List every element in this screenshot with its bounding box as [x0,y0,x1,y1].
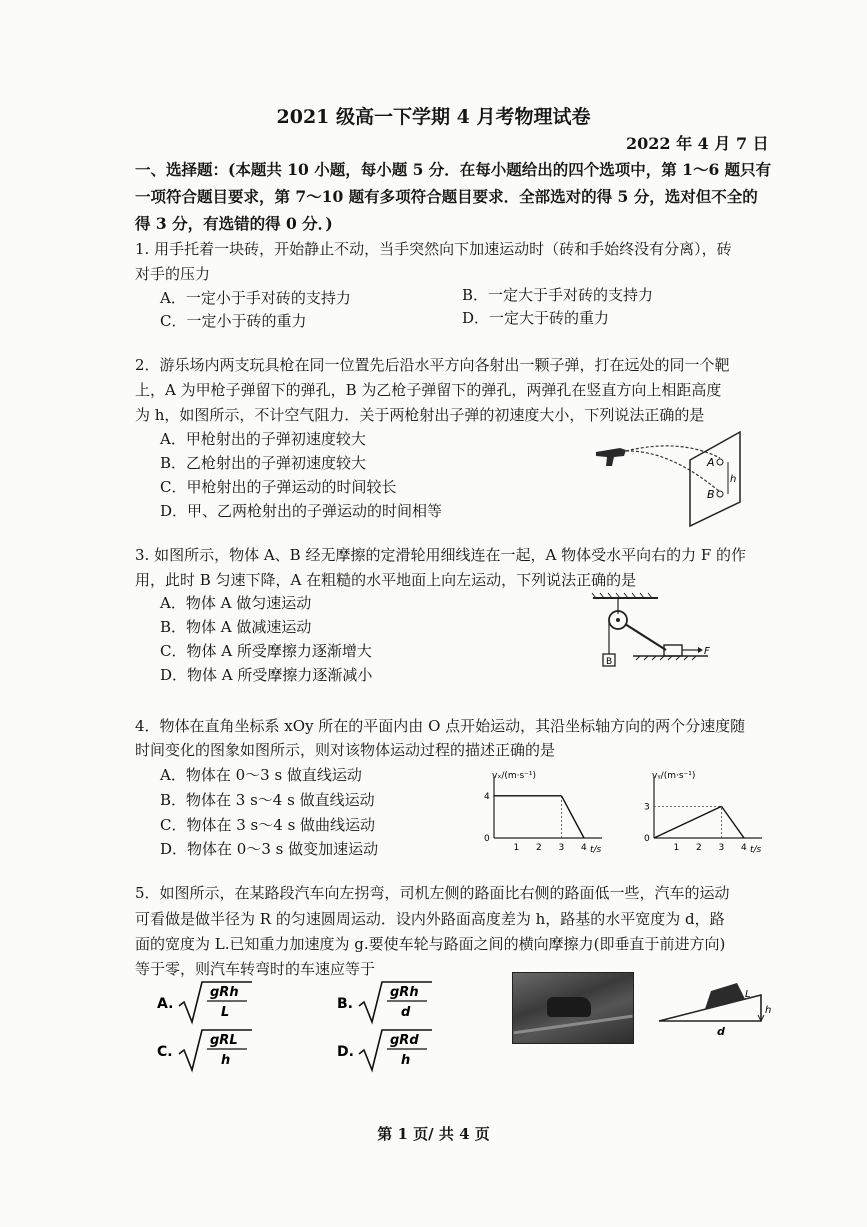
car-icon [547,997,591,1017]
section-intro-line2: 一项符合题目要求，第 7～10 题有多项符合题目要求．全部选对的得 5 分，选对但不全的 [135,187,758,206]
label-b: B [707,488,715,501]
q2-option-b: B．乙枪射出的子弹初速度较大 [160,454,367,472]
y-tick-label: 0 [644,834,650,844]
q3-option-a: A．物体 A 做匀速运动 [160,594,312,612]
x-tick-label: 1 [513,843,520,853]
vy-plot [644,776,762,853]
page-number: 第 1 页/ 共 4 页 [377,1125,490,1143]
q5-option-d-letter: D. [337,1044,354,1060]
q1-option-b: B．一定大于手对砖的支持力 [462,286,654,304]
q2-option-c: C．甲枪射出的子弹运动的时间较长 [160,478,397,496]
y-tick-label: 0 [484,834,490,844]
q5-option-c [155,1026,265,1078]
q5-option-b-num: gRh [390,985,419,1000]
label-l: L [745,989,751,1000]
road-photo [512,972,634,1044]
q5-option-a [155,978,265,1030]
x-tick-label: 4 [581,843,587,853]
label-a: A [707,456,715,469]
q2-option-d: D．甲、乙两枪射出的子弹运动的时间相等 [160,502,443,520]
q5-option-d-num: gRd [390,1033,419,1048]
y-tick-label: 3 [644,802,650,813]
x-tick-label: 1 [673,843,680,853]
vy-xlabel: t/s [750,845,762,855]
vx-ylabel: vₓ/(m·s⁻¹) [492,771,537,781]
q4-stem-line2: 时间变化的图象如图所示，则对该物体运动过程的描述正确的是 [135,741,556,759]
trajectory-b [626,451,720,492]
series-segment [722,806,745,838]
label-b: B [606,657,613,667]
exam-title: 2021 级高一下学期 4 月考物理试卷 [276,106,591,128]
exam-date: 2022 年 4 月 7 日 [626,134,769,153]
block-a [664,645,682,656]
q4-option-d: D．物体在 0～3 s 做变加速运动 [160,840,379,858]
q2-stem-line2: 上，A 为甲枪子弹留下的弹孔，B 为乙枪子弹留下的弹孔，两弹孔在竖直方向上相距高度 [135,381,722,399]
q5-stem-line4: 等于零，则汽车转弯时的车速应等于 [135,960,376,978]
q5-stem-line1: 5．如图所示，在某路段汽车向左拐弯，司机左侧的路面比右侧的路面低一些，汽车的运动 [135,884,730,902]
vx-xlabel: t/s [590,845,602,855]
q1-option-d: D．一定大于砖的重力 [462,309,610,327]
q3-option-d: D．物体 A 所受摩擦力逐渐减小 [160,666,373,684]
section-intro-line1: 一、选择题：(本题共 10 小题，每小题 5 分．在每小题给出的四个选项中，第 1～6 题只有 [135,160,772,179]
q2-stem-line1: 2．游乐场内两支玩具枪在同一位置先后沿水平方向各射出一颗子弹，打在远处的同一个靶 [135,356,730,374]
q5-option-d-den: h [401,1053,411,1068]
series-segment [654,806,722,838]
x-tick-label: 2 [536,843,542,853]
q3-option-c: C．物体 A 所受摩擦力逐渐增大 [160,642,372,660]
q1-stem-line2: 对手的压力 [135,265,211,283]
vx-plot [484,776,602,853]
q1-stem-line1: 1. 用手托着一块砖，开始静止不动，当手突然向下加速运动时（砖和手始终没有分离），砖 [135,240,732,258]
force-arrowhead-icon [698,647,703,653]
label-h: h [765,1005,772,1016]
q5-option-d [335,1026,445,1078]
q5-option-a-letter: A. [157,996,174,1012]
q3-option-b: B．物体 A 做减速运动 [160,618,312,636]
q1-option-a: A．一定小于手对砖的支持力 [160,289,351,307]
label-d: d [717,1025,725,1038]
x-tick-label: 4 [741,843,747,853]
section-intro-line3: 得 3 分，有选错的得 0 分．) [135,214,333,233]
vy-ylabel: vᵧ/(m·s⁻¹) [652,771,696,781]
q5-option-a-den: L [221,1005,230,1020]
q2-option-a: A．甲枪射出的子弹初速度较大 [160,430,366,448]
q4-option-a: A．物体在 0～3 s 做直线运动 [160,766,362,784]
rope-slant [625,624,666,650]
q2-stem-line3: 为 h，如图所示，不计空气阻力．关于两枪射出子弹的初速度大小，下列说法正确的是 [135,406,705,424]
q5-option-b-letter: B. [337,996,353,1012]
q4-option-c: C．物体在 3 s～4 s 做曲线运动 [160,816,376,834]
x-tick-label: 2 [696,843,702,853]
q3-pulley-figure [588,590,718,680]
q5-option-a-num: gRh [210,985,239,1000]
q2-gun-target-figure [590,430,750,530]
series-segment [562,796,585,838]
x-tick-label: 3 [558,843,565,853]
toy-gun-icon [596,448,626,466]
q5-option-b [335,978,445,1030]
q5-stem-line2: 可看做是做半径为 R 的匀速圆周运动．设内外路面高度差为 h，路基的水平宽度为 d，路 [135,910,725,928]
q5-stem-line3: 面的宽度为 L.已知重力加速度为 g.要使车轮与路面之间的横向摩擦力(即垂直于前进方向) [135,935,726,953]
x-tick-label: 3 [718,843,725,853]
hole-a [717,459,723,465]
vx-chart [472,766,612,858]
q5-slope-figure [655,965,775,1045]
q5-option-c-den: h [221,1053,231,1068]
label-h: h [730,474,737,485]
q1-option-c: C．一定小于砖的重力 [160,312,307,330]
car-rear-icon [705,983,745,1009]
q5-option-b-den: d [401,1005,411,1020]
q3-stem-line1: 3. 如图所示，物体 A、B 经无摩擦的定滑轮用细线连在一起，A 物体受水平向右的力 F 的作 [135,546,747,564]
y-tick-label: 4 [484,791,490,802]
q4-stem-line1: 4．物体在直角坐标系 xOy 所在的平面内由 O 点开始运动，其沿坐标轴方向的两个分速度随 [135,717,746,735]
q3-stem-line2: 用，此时 B 匀速下降，A 在粗糙的水平地面上向左运动，下列说法正确的是 [135,571,637,589]
label-f: F [704,646,710,657]
q5-option-c-letter: C. [157,1044,173,1060]
road-edge [513,1015,632,1035]
pulley-axle [616,618,620,622]
q4-option-b: B．物体在 3 s～4 s 做直线运动 [160,791,375,809]
vy-chart [632,766,772,858]
hole-b [717,491,723,497]
q5-option-c-num: gRL [210,1033,238,1048]
